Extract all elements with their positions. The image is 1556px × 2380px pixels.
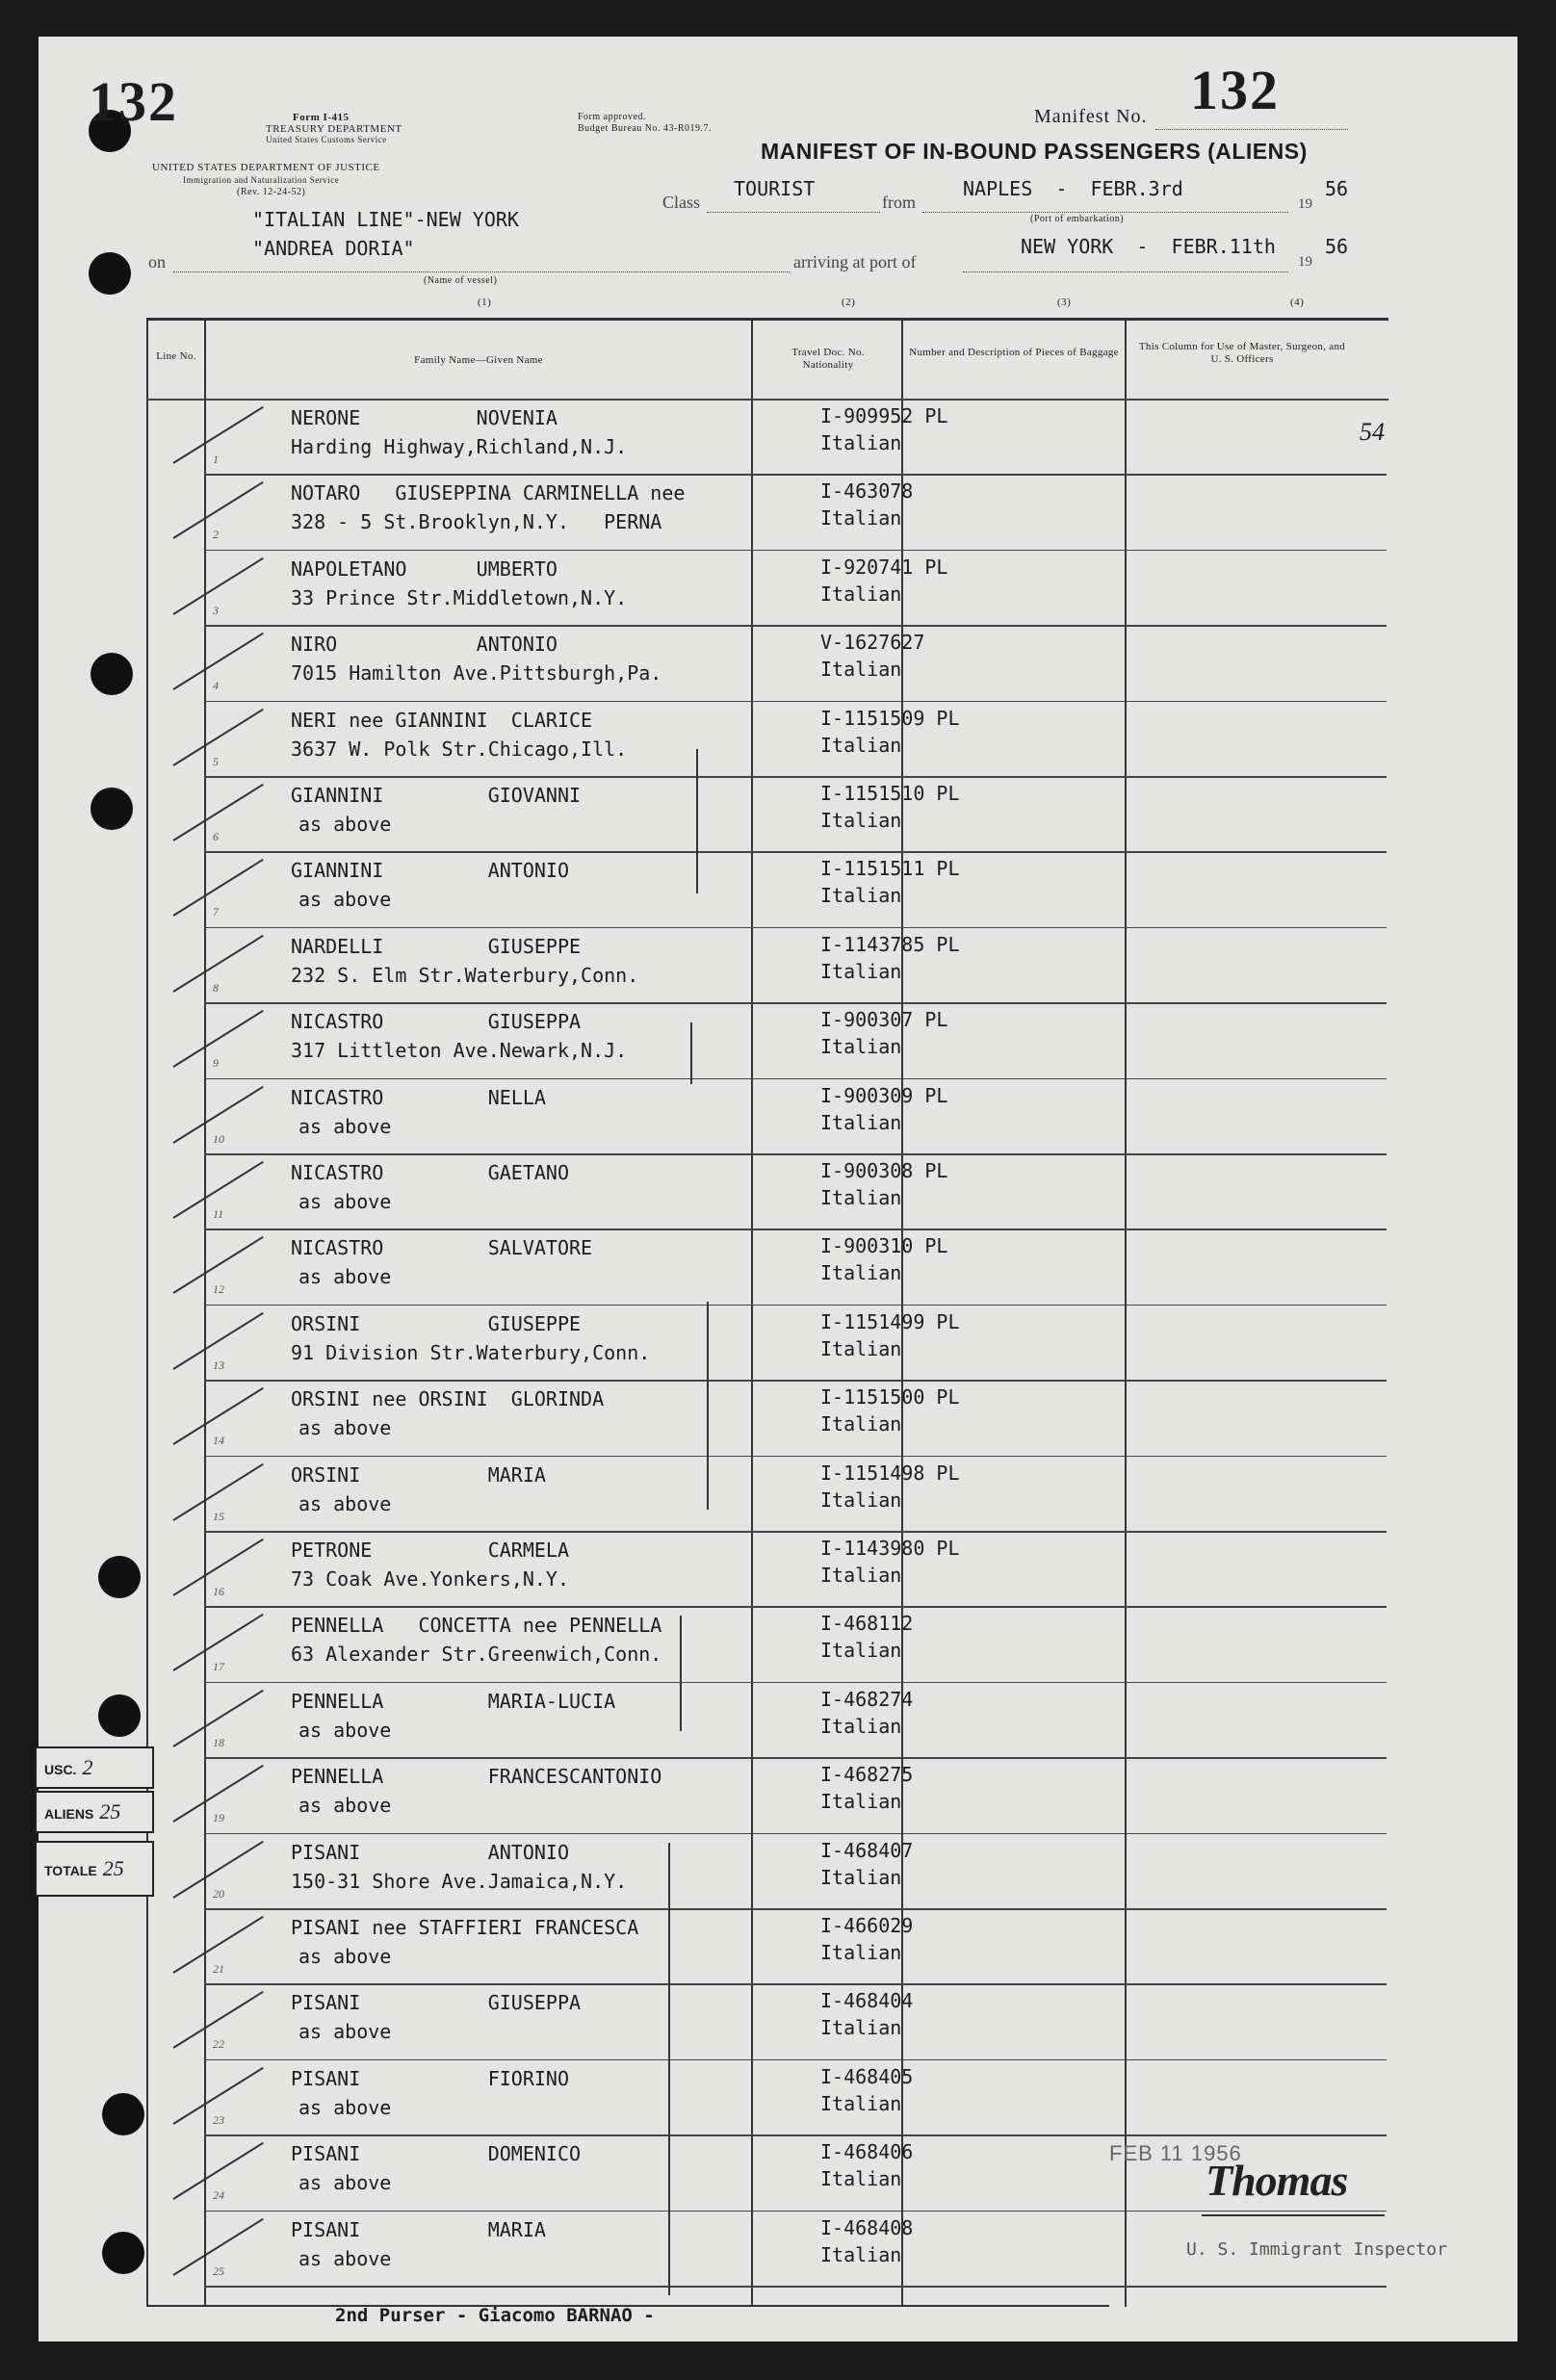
row-divider [204,625,1387,627]
line-number: 2 [213,528,219,542]
nationality: Italian [820,1035,902,1059]
passenger-address: as above [298,1416,392,1440]
passenger-name: PISANI DOMENICO [291,2142,582,2166]
row-divider [204,1757,1387,1759]
revision: (Rev. 12-24-52) [237,187,306,197]
punch-hole [102,2232,144,2274]
usc-label: USC. [44,1762,77,1777]
passenger-name: PENNELLA FRANCESCANTONIO [291,1765,662,1789]
usc-tally [35,1746,154,1789]
class-value: TOURIST [734,177,816,200]
travel-doc-number: V-1627627 [820,631,925,655]
punch-hole [102,2093,144,2135]
nationality: Italian [820,733,902,757]
purser-footer: 2nd Purser - Giacomo BARNAO - [335,2305,655,2326]
row-divider [204,1908,1387,1910]
travel-doc-number: I-1151509 PL [820,706,960,730]
line-number: 10 [213,1131,224,1146]
passenger-address: as above [298,1945,392,1968]
line-number: 14 [213,1434,224,1448]
arriving-label: arriving at port of [793,252,917,272]
nationality: Italian [820,1110,902,1134]
line-number: 15 [213,1509,224,1523]
passenger-name: NICASTRO GAETANO [291,1161,569,1184]
form-approved: Form approved. [578,112,646,122]
col-number-1: (1) [478,297,492,308]
header-baggage: Number and Description of Pieces of Baggage [909,347,1119,358]
passenger-name: NOTARO GIUSEPPINA CARMINELLA nee [291,481,686,505]
line-number: 12 [213,1282,224,1297]
year-1: 56 [1325,177,1349,200]
travel-doc-number: I-468405 [820,2064,914,2088]
line-number: 22 [213,2037,224,2052]
travel-doc-number: I-1151510 PL [820,782,960,805]
nationality: Italian [820,1714,902,1738]
row-divider [204,776,1387,778]
passenger-address: as above [298,1794,392,1818]
manifest-number-left: 132 [89,70,178,133]
col-number-2: (2) [842,297,856,308]
passenger-address: 73 Coak Ave.Yonkers,N.Y. [291,1567,569,1591]
row-divider [204,1305,1387,1306]
line-number: 21 [213,1962,224,1976]
usc-value: 2 [82,1755,93,1779]
aliens-label: ALIENS [44,1806,94,1822]
travel-doc-number: I-463078 [820,479,914,504]
passenger-name: NIRO ANTONIO [291,633,558,657]
passenger-address: 328 - 5 St.Brooklyn,N.Y. PERNA [291,510,662,534]
passenger-name: ORSINI MARIA [291,1462,546,1487]
row-divider [204,1229,1387,1230]
line-number: 20 [213,1886,224,1901]
line-number: 8 [213,980,219,995]
nationality: Italian [820,1639,902,1663]
aliens-tally [35,1791,154,1833]
passenger-address: 3637 W. Polk Str.Chicago,Ill. [291,737,628,761]
budget-bureau: Budget Bureau No. 43-R019.7. [578,123,712,134]
row-divider [204,1380,1387,1382]
passenger-name: PISANI GIUSEPPA [291,1991,582,2015]
passenger-name: PETRONE CARMELA [291,1539,569,1562]
row-divider [204,1531,1387,1533]
travel-doc-number: I-1143785 PL [820,932,960,956]
passenger-name: GIANNINI GIOVANNI [291,784,582,807]
totale-tally [35,1841,154,1897]
passenger-address: 317 Littleton Ave.Newark,N.J. [291,1039,628,1063]
passenger-address: as above [298,888,392,912]
nationality: Italian [820,582,902,606]
passenger-name: NICASTRO GIUSEPPA [291,1010,582,1034]
travel-doc-number: I-900310 PL [820,1234,948,1258]
travel-doc-number: I-468408 [820,2215,914,2239]
line-number: 11 [213,1207,224,1221]
row-divider [204,1833,1387,1835]
date-stamp: FEB 11 1956 [1109,2141,1242,2165]
travel-doc-number: I-900309 PL [820,1083,948,1107]
travel-doc-number: I-900308 PL [820,1159,948,1182]
passenger-address: 33 Prince Str.Middletown,N.Y. [291,585,628,609]
on-label: on [148,252,166,272]
line-number: 7 [213,905,219,919]
year-prefix-1: 19 [1298,196,1312,212]
row-divider [204,1153,1387,1155]
nationality: Italian [820,1941,902,1964]
line-number: 24 [213,2188,224,2203]
row-divider [204,1456,1387,1458]
from-label: from [882,193,916,212]
travel-doc-number: I-1151498 PL [820,1461,960,1485]
travel-doc-number: I-468404 [820,1989,914,2013]
passenger-name: NERI nee GIANNINI CLARICE [291,708,593,732]
passenger-name: PISANI MARIA [291,2217,546,2241]
header-travel-doc: Travel Doc. No. Nationality [791,347,865,371]
manifest-number-right: 132 [1190,59,1280,121]
nationality: Italian [820,2167,902,2191]
passenger-name: GIANNINI ANTONIO [291,859,569,883]
line-number: 19 [213,1811,224,1825]
justice-dept: UNITED STATES DEPARTMENT OF JUSTICE [152,162,380,173]
passenger-address: as above [298,1265,392,1289]
travel-doc-number: I-468406 [820,2140,914,2164]
passenger-name: ORSINI nee ORSINI GLORINDA [291,1387,605,1411]
passenger-address: as above [298,1114,392,1138]
passenger-name: ORSINI GIUSEPPE [291,1311,582,1335]
nationality: Italian [820,431,902,454]
row-divider [204,550,1387,552]
nationality: Italian [820,1564,902,1587]
punch-hole [98,1694,141,1737]
nationality: Italian [820,1412,902,1436]
travel-doc-number: I-468407 [820,1838,914,1862]
passenger-name: NARDELLI GIUSEPPE [291,934,582,958]
passenger-name: PISANI FIORINO [291,2066,569,2090]
manifest-sheet [39,37,1517,2341]
travel-doc-number: I-468112 [820,1612,914,1636]
customs-service: United States Customs Service [266,135,387,144]
nationality: Italian [820,959,902,983]
row-divider [204,2134,1387,2136]
class-label: Class [662,193,701,212]
row-divider [204,2286,1387,2288]
passenger-name: NAPOLETANO UMBERTO [291,556,558,581]
nationality: Italian [820,2016,902,2040]
row-divider [204,1606,1387,1608]
line-number: 16 [213,1585,224,1598]
nationality: Italian [820,884,902,908]
passenger-address: 232 S. Elm Str.Waterbury,Conn. [291,963,639,987]
col-number-3: (3) [1057,297,1072,308]
passenger-name: PISANI nee STAFFIERI FRANCESCA [291,1916,639,1939]
line-number: 9 [213,1056,219,1071]
row-divider [204,1983,1387,1985]
passenger-address: Harding Highway,Richland,N.J. [291,435,628,458]
col-number-4: (4) [1290,297,1305,308]
passenger-address: 7015 Hamilton Ave.Pittsburgh,Pa. [291,661,662,686]
passenger-address: 63 Alexander Str.Greenwich,Conn. [291,1643,662,1667]
nationality: Italian [820,1261,902,1285]
travel-doc-number: I-1143980 PL [820,1537,960,1560]
travel-doc-number: I-909952 PL [820,404,948,427]
officer-note: 54 [1360,418,1385,446]
year-prefix-2: 19 [1298,254,1312,270]
passenger-address: as above [298,2246,392,2270]
passenger-address: as above [298,1718,392,1742]
nationality: Italian [820,1488,902,1512]
line-number: 13 [213,1358,224,1372]
passenger-address: as above [298,2020,392,2044]
nationality: Italian [820,1865,902,1889]
line-number: 25 [213,2264,224,2278]
travel-doc-number: I-900307 PL [820,1008,948,1032]
vessel-caption: (Name of vessel) [424,275,498,286]
nationality: Italian [820,1336,902,1360]
nationality: Italian [820,658,902,682]
punch-hole [89,252,131,295]
travel-doc-number: I-466029 [820,1914,914,1937]
nationality: Italian [820,2091,902,2115]
passenger-address: as above [298,2095,392,2119]
passenger-address: as above [298,2171,392,2195]
header-line-no: Line No. [156,350,196,362]
row-divider [204,2211,1387,2212]
passenger-name: PISANI ANTONIO [291,1840,569,1864]
passenger-name: NERONE NOVENIA [291,406,558,429]
punch-hole [91,788,133,830]
row-divider [204,474,1387,476]
passenger-name: PENNELLA MARIA-LUCIA [291,1689,616,1713]
aliens-value: 25 [99,1799,121,1824]
year-2: 56 [1325,235,1349,258]
inspector-caption: U. S. Immigrant Inspector [1186,2239,1447,2260]
passenger-name: NICASTRO SALVATORE [291,1236,593,1260]
nationality: Italian [820,2242,902,2266]
port-embarkation-caption: (Port of embarkation) [1030,214,1125,224]
line-number: 17 [213,1660,224,1674]
travel-doc-number: I-920741 PL [820,555,948,579]
row-divider [204,927,1387,929]
nationality: Italian [820,1790,902,1814]
line-number: 6 [213,830,219,843]
line-number: 23 [213,2112,224,2127]
embarkation-port: NAPLES - FEBR.3rd [963,177,1183,200]
vessel-name: "ANDREA DORIA" [252,237,415,260]
line-number: 18 [213,1735,224,1749]
punch-hole [98,1556,141,1598]
header-name: Family Name—Given Name [414,354,543,366]
row-divider [204,701,1387,703]
passenger-address: as above [298,1491,392,1515]
ins-service: Immigration and Naturalization Service [183,175,340,185]
travel-doc-number: I-1151500 PL [820,1385,960,1410]
nationality: Italian [820,1186,902,1209]
punch-hole [91,653,133,695]
form-number: Form I-415 [293,112,350,123]
header-officers: This Column for Use of Master, Surgeon, and U. S. Officers [1138,341,1346,365]
row-divider [204,1002,1387,1004]
passenger-address: as above [298,813,392,836]
line-number: 1 [213,453,219,466]
totale-value: 25 [102,1856,124,1880]
manifest-no-label: Manifest No. [1034,106,1148,127]
passenger-address: 150-31 Shore Ave.Jamaica,N.Y. [291,1869,628,1893]
passenger-name: PENNELLA CONCETTA nee PENNELLA [291,1614,662,1638]
inspector-signature: Thomas [1206,2156,1348,2205]
travel-doc-number: I-1151499 PL [820,1309,960,1333]
nationality: Italian [820,809,902,832]
arrival-port: NEW YORK - FEBR.11th [1021,235,1276,258]
row-divider [204,851,1387,853]
manifest-title: MANIFEST OF IN-BOUND PASSENGERS (ALIENS) [761,139,1308,164]
line-number: 3 [213,603,219,617]
line-number: 5 [213,754,219,768]
row-divider [204,2059,1387,2061]
shipping-line: "ITALIAN LINE"-NEW YORK [252,208,519,231]
passenger-address: as above [298,1190,392,1213]
totale-label: TOTALE [44,1863,97,1878]
passenger-address: 91 Division Str.Waterbury,Conn. [291,1340,651,1364]
travel-doc-number: I-1151511 PL [820,857,960,881]
line-number: 4 [213,679,219,693]
row-divider [204,1682,1387,1684]
passenger-name: NICASTRO NELLA [291,1085,546,1109]
nationality: Italian [820,506,902,530]
travel-doc-number: I-468274 [820,1687,914,1711]
treasury-dept: TREASURY DEPARTMENT [266,123,402,135]
travel-doc-number: I-468275 [820,1763,914,1787]
row-divider [204,1078,1387,1080]
